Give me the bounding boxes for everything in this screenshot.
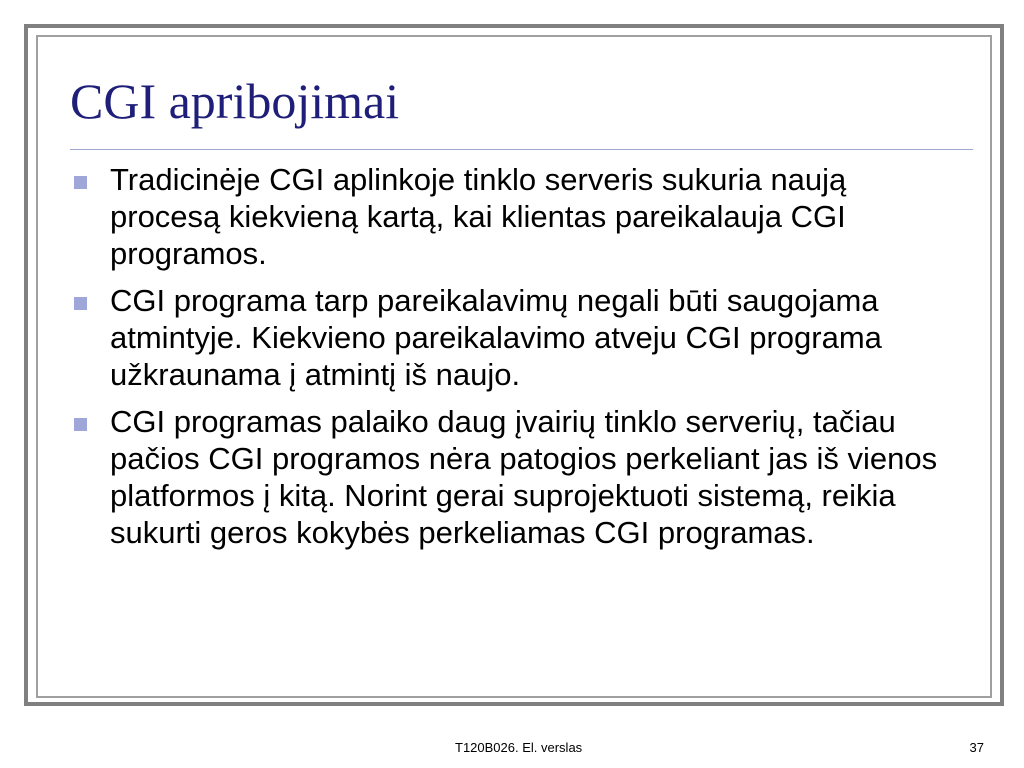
square-bullet-icon <box>74 176 87 189</box>
bullet-item <box>70 161 960 272</box>
bullet-text: CGI programas palaiko daug įvairių tinklo serverių, tačiau pačios CGI programos nėra patogios perkeliant jas iš vienos platformos į kitą. Norint gerai suprojektuoti sistemą, reikia sukurti geros kokybės perkeliamas CGI programas. <box>110 404 938 550</box>
square-bullet-icon <box>74 418 87 431</box>
bullet-text: Tradicinėje CGI aplinkoje tinklo serveris sukuria naują procesą kiekvieną kartą, kai klientas pareikalauja CGI programos. <box>110 162 847 271</box>
title-divider <box>70 149 973 150</box>
bullet-item <box>70 282 960 393</box>
bullet-list <box>70 161 960 561</box>
slide-title: CGI apribojimai <box>70 73 400 129</box>
bullet-text: CGI programa tarp pareikalavimų negali būti saugojama atmintyje. Kiekvieno pareikalavimo atveju CGI programa užkraunama į atmintį iš naujo. <box>110 283 882 392</box>
square-bullet-icon <box>74 297 87 310</box>
bullet-item <box>70 403 960 551</box>
footer-page-number: 37 <box>969 740 984 755</box>
footer-course-label: T120B026. El. verslas <box>455 740 583 755</box>
